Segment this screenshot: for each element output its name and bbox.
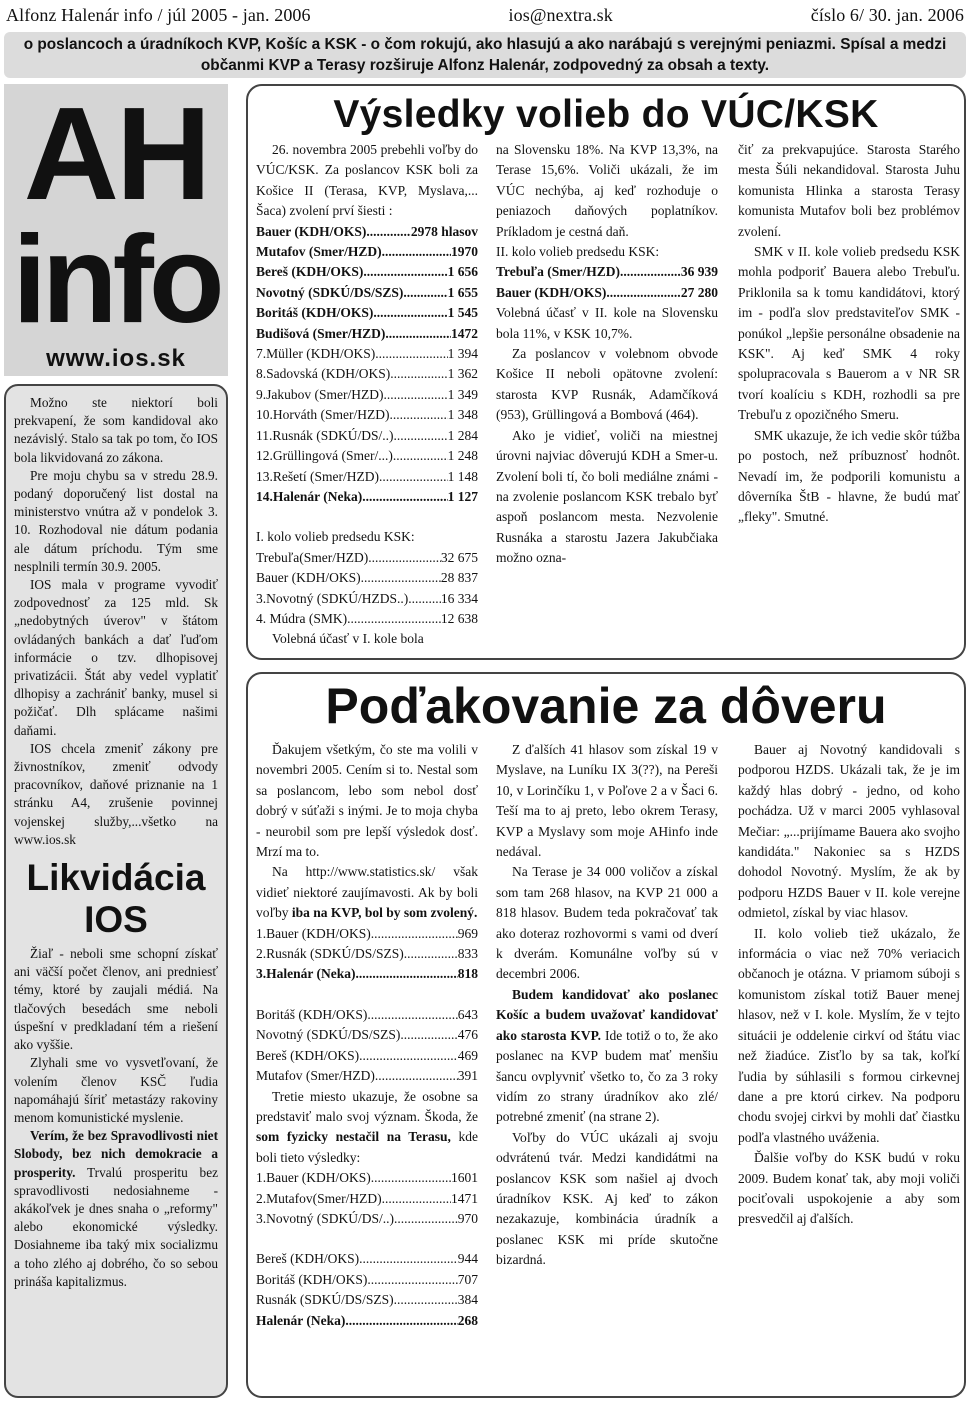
result-votes: 28 837 bbox=[440, 570, 478, 586]
article-paragraph: na Slovensku 18%. Na KVP 13,3%, na Terase 15,6%. Voliči ukázali, že im VÚC nechýba, aj keď rozhoduje o peniazoch daňových poplatníkov. Príkladom je cestná daň. bbox=[496, 142, 718, 239]
result-votes: 643 bbox=[457, 1006, 478, 1022]
masthead-issue: číslo 6/ 30. jan. 2006 bbox=[810, 4, 964, 25]
article-paragraph: Z ďalších 41 hlasov som získal 19 v Myslave, na Luníku IX 3(??), na Pereši 10, v Lorinčíku 1, v Poľove 2 a v Šaci 6. Teší ma to aj preto, lebo okrem Terasy, KVP a Myslavy som moje AHinfo inde nedával. bbox=[496, 742, 718, 860]
result-votes: 1 248 bbox=[447, 448, 478, 464]
sidebar-paragraph: IOS chcela zmeniť zákony pre živnostníkov, zmeniť odvody pracovníkov, daňové priznanie na 1 stránku A4, zrušenie povinnej vojenskej služby,...všetko na www.ios.sk bbox=[14, 740, 218, 847]
dot-leader bbox=[394, 1209, 458, 1229]
result-name: Halenár (Neka) bbox=[256, 1312, 346, 1328]
article-paragraph: Bauer aj Novotný kandidovali s podporou HZDS. Ukázali tak, že je im každý hlas dobrý - jedno, od koho pochádza. Už v marci 2005 vyhlasoval Mečiar: „...prijímame Bauera ako svojho kandidáta." Nakoniec sa s HZDS dohodol Novotný. Myslím, že ak by podporu HZDS Bauer v II. kole verejne odmietol, získal by viac hlasov. bbox=[738, 742, 960, 921]
article-paragraph: SMK ukazuje, že ich vedie skôr túžba po postoch, než príbuznosť hodnôt. Nevadí im, že podporili komunistu a dôverníka ŠtB - hlavne, že budú mať „fleky". Smutné. bbox=[738, 427, 960, 525]
result-name: 7.Müller (KDH/OKS) bbox=[256, 346, 376, 362]
article-column bbox=[256, 140, 478, 650]
article-paragraph: Ako je vidieť, voliči na miestnej úrovni najviac dôverujú KDH a Smer-u. Zvolení boli tí, čo boli mediálne známi - na zvolenie poslancom KSK trebalo byť aspoň poslancom mesta. Nezvolenie Rusnáka a starostu Jazera Jakubčiaka možno ozna- bbox=[496, 427, 718, 566]
dot-leader bbox=[393, 446, 448, 466]
terasa-results-more bbox=[256, 1249, 478, 1331]
result-votes: 16 334 bbox=[440, 590, 478, 606]
sidebar bbox=[4, 384, 228, 1398]
result-votes: 36 939 bbox=[680, 264, 718, 280]
result-name: Boritáš (KDH/OKS) bbox=[256, 1271, 368, 1287]
dot-leader bbox=[400, 1025, 457, 1045]
dot-leader bbox=[408, 589, 441, 609]
sidebar-paragraph: Žiaľ - neboli sme schopní získať ani väčší počet členov, ani predniesť témy, ktoré by zaujali médiá. Na tlačových besedách sme neboli úspešní v predkladaní tém a riešení ako vyššie. bbox=[14, 946, 218, 1053]
article-bold-text: bol by som zvolený. bbox=[361, 905, 478, 921]
result-name: Boritáš (KDH/OKS) bbox=[256, 305, 374, 321]
article-thanks bbox=[246, 672, 966, 1398]
result-votes: 1 545 bbox=[447, 305, 478, 321]
sidebar-paragraph bbox=[14, 1127, 218, 1291]
result-row bbox=[256, 426, 478, 446]
dot-leader bbox=[356, 964, 458, 984]
article-title: Poďakovanie za dôveru bbox=[325, 678, 887, 734]
result-votes: 1472 bbox=[451, 325, 478, 341]
result-votes: 1471 bbox=[451, 1190, 478, 1206]
result-row bbox=[256, 385, 478, 405]
result-votes: 1 656 bbox=[447, 264, 478, 280]
result-name: 11.Rusnák (SDKÚ/DS/..) bbox=[256, 427, 394, 443]
article-election-results bbox=[246, 84, 966, 660]
result-votes: 268 bbox=[457, 1312, 478, 1328]
sidebar-paragraph: Možno ste niektorí boli prekvapení, že som kandidoval ako nezávislý. Stalo sa tak po tom, čo IOS bola likvidovaná zo zákona. bbox=[14, 395, 218, 465]
dot-leader bbox=[373, 303, 447, 323]
result-name: Bauer (KDH/OKS) bbox=[256, 223, 367, 239]
result-row bbox=[256, 1005, 478, 1025]
result-name: 3.Halenár (Neka) bbox=[256, 966, 356, 982]
result-votes: 970 bbox=[457, 1210, 478, 1226]
result-votes: 1 348 bbox=[447, 407, 478, 423]
result-name: 1.Bauer (KDH/OKS) bbox=[256, 925, 371, 941]
results-list bbox=[256, 222, 478, 508]
result-name: Mutafov (Smer/HZD) bbox=[256, 1068, 375, 1084]
sidebar-paragraph: Zlyhali sme vo vysvetľovaní, že volením členov KSČ ľudia napomáhajú šíriť metastázy rakoviny menom komunistické myslenie. bbox=[14, 1055, 218, 1125]
result-name: Boritáš (KDH/OKS) bbox=[256, 1006, 368, 1022]
article-column bbox=[256, 740, 478, 1331]
article-paragraph: Za poslancov v volebnom obvode Košice II neboli opätovne zvolení: starosta KVP Rusnák, Adamčíková (953), Grüllingová a Bombová (464). bbox=[496, 346, 718, 423]
result-name: 4. Múdra (SMK) bbox=[256, 610, 348, 626]
dot-leader bbox=[383, 385, 447, 405]
dot-leader bbox=[366, 222, 410, 242]
article-text: kde boli tieto výsledky: bbox=[256, 1129, 478, 1165]
article-text: Ide totiž o to, že ako poslanec na KVP budem mať menšiu šancu ovplyvniť všetko to, čo za 3 roky vidím zo strany úradníkov ako zlé/ potrebné zmeniť (na strane 2). bbox=[496, 1027, 718, 1125]
logo-ah: AH bbox=[23, 80, 209, 227]
article-paragraph: Volebná účasť v II. kole na Slovensku bola 11%, v KSK 10,7%. bbox=[496, 305, 718, 341]
dot-leader bbox=[379, 467, 448, 487]
result-name: 14.Halenár (Neka) bbox=[256, 488, 363, 504]
result-row bbox=[256, 924, 478, 944]
result-row bbox=[256, 1025, 478, 1045]
dot-leader bbox=[345, 1311, 457, 1331]
article-column bbox=[496, 140, 718, 569]
dot-leader bbox=[361, 568, 441, 588]
masthead-email[interactable]: ios@nextra.sk bbox=[508, 4, 613, 25]
dot-leader bbox=[367, 1270, 457, 1290]
dot-leader bbox=[390, 364, 447, 384]
result-row bbox=[256, 1311, 478, 1331]
article-paragraph: II. kolo volieb tiež ukázalo, že informácia o viac než 70% veriacich občanoch je otázna. V priamom súboji s komunistom získal totiž Bauer menej hlasov, než v I. kole. Myslím, že v tejto situácii je oddelenie cirkví od štátu viac než žiadúce. Zisťlo by sa tak, koľkí ľudia by súhlasili s formou cirkevnej dane a pre ktorú cirkev. Na podporu chodu svojej cirkvi by mohli dať čiastku podľa vlastného uváženia. bbox=[738, 925, 960, 1145]
result-row bbox=[256, 568, 478, 588]
article-paragraph: 26. novembra 2005 prebehli voľby do VÚC/KSK. Za poslancov KSK boli za Košice II (Terasa, KVP, Myslava,... Šaca) zvolení prví šiesti : bbox=[256, 142, 478, 219]
dot-leader bbox=[371, 924, 458, 944]
dot-leader bbox=[382, 1189, 451, 1209]
article-column bbox=[496, 740, 718, 1271]
dot-leader bbox=[404, 944, 458, 964]
result-name: Novotný (SDKÚ/DS/SZS) bbox=[256, 1027, 401, 1043]
article-bold-text: som fyzicky nestačil na Terasu, bbox=[256, 1129, 451, 1145]
logo-url[interactable]: www.ios.sk bbox=[46, 345, 186, 372]
masthead-title: Alfonz Halenár info / júl 2005 - jan. 2006 bbox=[6, 4, 311, 25]
dot-leader bbox=[375, 344, 447, 364]
dot-leader bbox=[403, 283, 447, 303]
result-name: Rusnák (SDKÚ/DS/SZS) bbox=[256, 1292, 394, 1308]
result-row bbox=[256, 405, 478, 425]
result-name: Bauer (KDH/OKS) bbox=[256, 570, 361, 586]
result-row bbox=[256, 487, 478, 507]
article-text: Na http://www.statistics.sk/ však vidieť niektoré zaujímavosti. Ak by boli voľby bbox=[256, 864, 478, 921]
dot-leader bbox=[606, 283, 680, 303]
result-votes: 1 148 bbox=[447, 468, 478, 484]
result-votes: 969 bbox=[457, 925, 478, 941]
result-row bbox=[256, 1066, 478, 1086]
result-row bbox=[256, 446, 478, 466]
dot-leader bbox=[394, 1290, 458, 1310]
result-votes: 833 bbox=[457, 946, 478, 962]
result-name: Bereš (KDH/OKS) bbox=[256, 1047, 360, 1063]
result-row bbox=[496, 283, 718, 303]
round1-title: I. kolo volieb predsedu KSK: bbox=[256, 529, 415, 545]
article-bold-text: iba na KVP, bbox=[291, 905, 362, 921]
result-name: 9.Jakubov (Smer/HZD) bbox=[256, 386, 384, 402]
result-votes: 32 675 bbox=[440, 549, 478, 565]
kvp-results-more bbox=[256, 1005, 478, 1087]
sidebar-paragraph: Pre moju chybu sa v stredu 28.9. podaný doporučený list dostal na ministerstvo vnútra až v pondelok 3. 10. Rozhodoval nie dátum podania ale dátum príchodu. Tým sme nesplnili termín 30.9. 2005. bbox=[14, 467, 218, 574]
round2-title: II. kolo volieb predsedu KSK: bbox=[496, 244, 660, 260]
result-row bbox=[256, 303, 478, 323]
dot-leader bbox=[363, 262, 447, 282]
result-row bbox=[256, 1249, 478, 1269]
result-name: Bereš (KDH/OKS) bbox=[256, 1251, 360, 1267]
result-row bbox=[256, 589, 478, 609]
result-votes: 2978 hlasov bbox=[410, 223, 478, 239]
result-name: Trebuľa(Smer/HZD) bbox=[256, 549, 369, 565]
result-row bbox=[256, 364, 478, 384]
sidebar-bold-text: Verím, že bez Spravodlivosti niet Slobody, bez nich demokracie a prosperity. bbox=[14, 1128, 218, 1180]
result-name: 3.Novotný (SDKÚ/DS/..) bbox=[256, 1210, 395, 1226]
article-paragraph: Voľby do VÚC ukázali aj svoju odvrátenú tvár. Medzi kandidátmi na poslancov KSK som našiel aj dvoch úradníkov KSK. Aj keď to zákon nezakazuje, kombinácia úradník a poslanec KSK mi príde skutočne bizardná. bbox=[496, 1129, 718, 1268]
article-column bbox=[738, 140, 960, 528]
result-row bbox=[256, 283, 478, 303]
result-row bbox=[256, 1270, 478, 1290]
article-paragraph: čiť za prekvapujúce. Starosta Starého mesta Šúli nekandidoval. Starosta Juhu komunista Hlinka a starosta Terasy komunista Mutafov boli bez problémov zvolení. bbox=[738, 142, 960, 239]
result-votes: 707 bbox=[457, 1271, 478, 1287]
result-row bbox=[256, 1168, 478, 1188]
result-name: 8.Sadovská (KDH/OKS) bbox=[256, 366, 391, 382]
result-votes: 1 655 bbox=[447, 284, 478, 300]
sidebar-title-line2: IOS bbox=[84, 899, 148, 941]
result-name: Bereš (KDH/OKS) bbox=[256, 264, 364, 280]
result-votes: 1 349 bbox=[447, 386, 478, 402]
result-votes: 391 bbox=[457, 1068, 478, 1084]
result-name: 2.Mutafov(Smer/HZD) bbox=[256, 1190, 382, 1206]
result-name: Novotný (SDKÚ/DS/SZS) bbox=[256, 284, 404, 300]
article-text: Tretie miesto ukazuje, že osobne sa predstaviť malo svoj význam. Škoda, že bbox=[256, 1088, 478, 1124]
result-name: Bauer (KDH/OKS) bbox=[496, 284, 607, 300]
result-row bbox=[256, 1189, 478, 1209]
dot-leader bbox=[362, 487, 447, 507]
result-votes: 12 638 bbox=[440, 610, 478, 626]
article-paragraph: Na Terase je 34 000 voličov a získal som tam 268 hlasov, na KVP 21 000 a 818 hlasov. Budem teda pokračovať tak ako doteraz rozhovormi s vami od dverí k dverám. Komunálne voľby sú v decembri 2006. bbox=[496, 864, 718, 982]
article-paragraph: Volebná účasť v I. kole bola bbox=[272, 631, 424, 647]
result-votes: 1 362 bbox=[447, 366, 478, 382]
dot-leader bbox=[371, 1168, 451, 1188]
dot-leader bbox=[347, 609, 441, 629]
result-row bbox=[496, 262, 718, 282]
result-row bbox=[256, 964, 478, 984]
result-row bbox=[256, 222, 478, 242]
article-bold-text: Budem kandidovať ako poslanec Košíc a budem uvažovať kandidovať ako starosta KVP. bbox=[496, 986, 718, 1043]
dot-leader bbox=[620, 262, 681, 282]
dot-leader bbox=[368, 548, 441, 568]
dot-leader bbox=[359, 1249, 458, 1269]
article-paragraph: Ďakujem všetkým, čo ste ma volili v novembri 2005. Cením si to. Nestal som sa poslancom, lebo som nebol dosť dobrý v súťaži s inými. Je to moja chyba - neurobil som pre lepší výsledok dosť. Mrzí ma to. bbox=[256, 742, 478, 860]
result-votes: 1601 bbox=[451, 1170, 478, 1186]
result-name: 10.Horváth (Smer/HZD) bbox=[256, 407, 390, 423]
result-name: Trebuľa (Smer/HZD) bbox=[496, 264, 620, 280]
dot-leader bbox=[389, 405, 447, 425]
result-votes: 1 284 bbox=[447, 427, 478, 443]
dot-leader bbox=[382, 242, 451, 262]
subheader: o poslancoch a úradníkoch KVP, Košíc a KSK - o čom rokujú, ako hlasujú a ako narábajú s verejnými peniazmi. Spísal a medzi občanmi KVP a Terasy rozširuje Alfonz Halenár, zodpovedný za obsah a texty. bbox=[4, 32, 966, 78]
sidebar-title-line1: Likvidácia bbox=[26, 857, 206, 899]
round1-list bbox=[256, 548, 478, 630]
article-paragraph: SMK v II. kole volieb predsedu KSK mohla podporiť Bauera alebo Trebuľu. Priklonila sa k tomu kandidátovi, ktorý im - podľa slov predstaviteľov SMK - ponúkol „lepšie personálne obsadenie na KSK". Aj keď SMK 4 roky spolupracovala s Bauerom a v NR SR tvorí koalíciu s KDH, rozhodli sa pre Trebuľu z opozičného Smeru. bbox=[738, 244, 960, 423]
dot-leader bbox=[359, 1046, 458, 1066]
result-votes: 476 bbox=[457, 1027, 478, 1043]
result-row bbox=[256, 467, 478, 487]
article-paragraph bbox=[496, 985, 718, 1128]
article-paragraph: Ďalšie voľby do KSK budú v roku 2009. Budem konať tak, aby moji voliči pociťovali uspokojenie a aby som presvedčil aj ďalších. bbox=[738, 1150, 960, 1227]
sidebar-title bbox=[14, 857, 218, 941]
result-name: 1.Bauer (KDH/OKS) bbox=[256, 1170, 371, 1186]
result-row bbox=[256, 1209, 478, 1229]
result-row bbox=[256, 344, 478, 364]
result-row bbox=[256, 324, 478, 344]
dot-leader bbox=[394, 426, 448, 446]
article-column bbox=[738, 740, 960, 1230]
dot-leader bbox=[367, 1005, 457, 1025]
result-row bbox=[256, 944, 478, 964]
result-votes: 27 280 bbox=[680, 284, 718, 300]
result-name: Mutafov (Smer/HZD) bbox=[256, 244, 382, 260]
result-row bbox=[256, 262, 478, 282]
result-name: 2.Rusnák (SDKÚ/DS/SZS) bbox=[256, 946, 404, 962]
article-paragraph bbox=[256, 1087, 478, 1169]
result-row bbox=[256, 1290, 478, 1310]
result-votes: 1 394 bbox=[447, 346, 478, 362]
logo bbox=[4, 80, 228, 376]
result-votes: 1 127 bbox=[447, 488, 478, 504]
kvp-results bbox=[256, 924, 478, 985]
logo-info: info bbox=[12, 211, 220, 349]
result-name: 3.Novotný (SDKÚ/HZDS..) bbox=[256, 590, 409, 606]
result-row bbox=[256, 1046, 478, 1066]
result-name: Budišová (Smer/HZD) bbox=[256, 325, 386, 341]
result-votes: 818 bbox=[457, 966, 478, 982]
article-paragraph bbox=[256, 862, 478, 923]
result-votes: 469 bbox=[457, 1047, 478, 1063]
result-row bbox=[256, 242, 478, 262]
round2-list bbox=[496, 262, 718, 303]
dot-leader bbox=[385, 324, 451, 344]
result-votes: 1970 bbox=[451, 244, 478, 260]
result-votes: 944 bbox=[457, 1251, 478, 1267]
sidebar-paragraph: IOS mala v programe vyvodiť zodpovednosť za 125 mld. Sk „nedobytných úverov" v štátom ovládaných bankách a dať ľuďom informácie o tzv. dlhopisovej privatizácii. Štát aby vedel vyplatiť dlhopisy a zachrániť banky, musel si požičať. Dlh splácame našimi daňami. bbox=[14, 577, 218, 738]
result-name: 12.Grüllingová (Smer/...) bbox=[256, 448, 393, 464]
sidebar-text: Trvalú prosperitu bez spravodlivosti nedosiahneme - akákoľvek je dnes snaha o „reformy" alebo ekonomické výsledky. Dosiahneme iba taký mix socializmu a toho zlého aj dobrého, čo so sebou prináša kapitalizmus. bbox=[14, 1164, 218, 1289]
article-title: Výsledky volieb do VÚC/KSK bbox=[333, 93, 879, 136]
masthead bbox=[6, 2, 964, 28]
result-name: 13.Rešetí (Smer/HZD) bbox=[256, 468, 379, 484]
dot-leader bbox=[375, 1066, 458, 1086]
terasa-results bbox=[256, 1168, 478, 1229]
result-votes: 384 bbox=[457, 1292, 478, 1308]
result-row bbox=[256, 609, 478, 629]
result-row bbox=[256, 548, 478, 568]
